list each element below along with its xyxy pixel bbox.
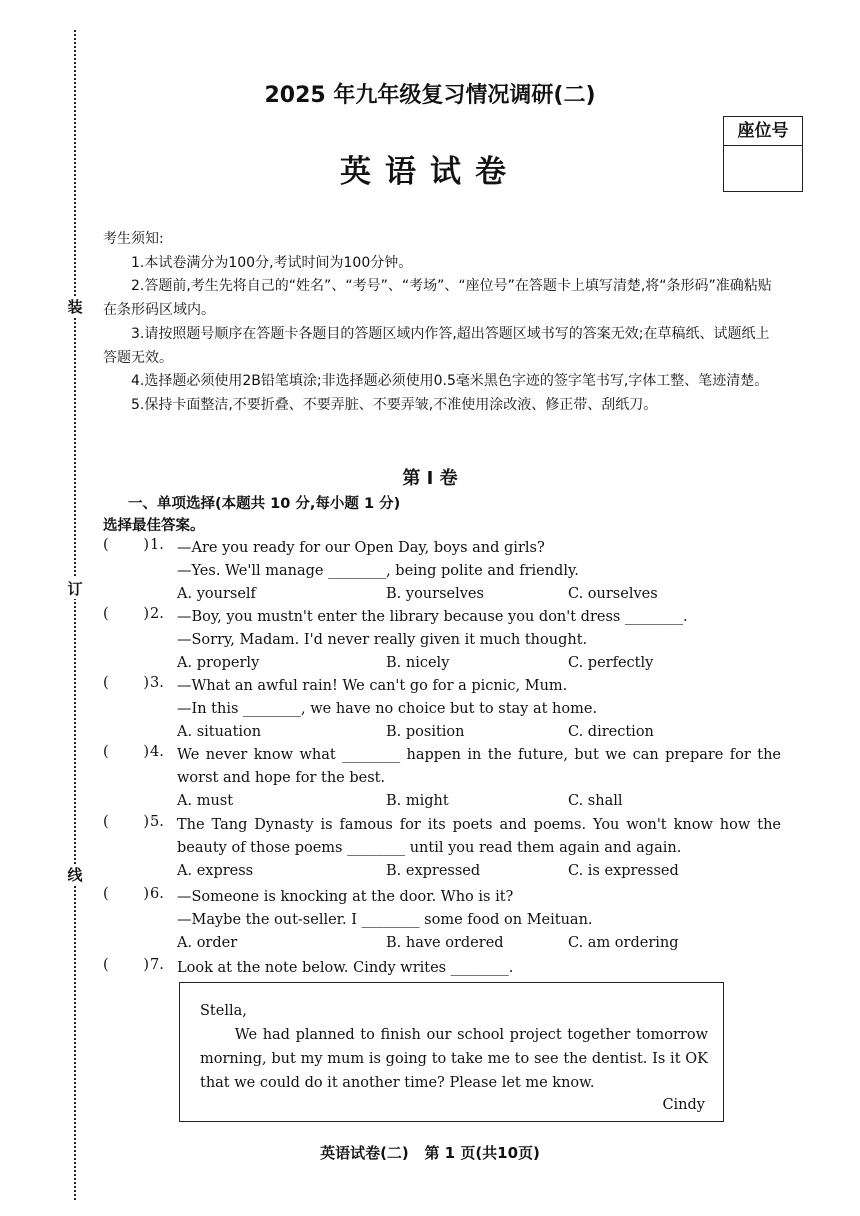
question-line: Look at the note below. Cindy writes ________. — [177, 960, 514, 976]
note-box — [179, 982, 724, 1122]
question-body — [177, 744, 781, 813]
answer-bracket[interactable]: ( ) — [103, 957, 149, 973]
question-line: —In this ________, we have no choice but to stay at home. — [177, 701, 598, 717]
answer-options — [177, 790, 781, 813]
question-body — [177, 675, 781, 744]
answer-options — [177, 860, 781, 883]
option-b: B. nicely — [386, 655, 450, 671]
answer-options — [177, 583, 781, 606]
answer-options — [177, 652, 781, 675]
option-c: C. am ordering — [568, 935, 679, 951]
option-c: C. ourselves — [568, 586, 658, 602]
note-signature: Cindy — [662, 1097, 705, 1113]
notice-heading: 考生须知: — [103, 231, 164, 247]
option-a: A. must — [177, 793, 234, 809]
seat-number-label: 座位号 — [724, 117, 802, 146]
notice-item: 4.选择题必须使用2B铅笔填涂;非选择题必须使用0.5毫米黑色字迹的签字笔书写,字体工整、笔迹清楚。 — [131, 373, 769, 390]
option-a: A. express — [177, 863, 254, 879]
question-line: —Yes. We'll manage ________, being polite and friendly. — [177, 563, 579, 579]
question-line: —Are you ready for our Open Day, boys and girls? — [177, 540, 545, 556]
notice-item: 1.本试卷满分为100分,考试时间为100分钟。 — [131, 254, 413, 271]
question-number: 1. — [150, 537, 164, 553]
option-b: B. expressed — [386, 863, 481, 879]
option-c: C. is expressed — [568, 863, 679, 879]
section-title: 一、单项选择(本题共 10 分,每小题 1 分) — [128, 496, 401, 512]
question-number: 2. — [150, 606, 164, 622]
notice-item: 3.请按照题号顺序在答题卡各题目的答题区域内作答,超出答题区域书写的答案无效;在草稿纸、试题纸上答题无效。 — [103, 325, 770, 366]
question-line: —Someone is knocking at the door. Who is it? — [177, 889, 514, 905]
notice-item: 5.保持卡面整洁,不要折叠、不要弄脏、不要弄皱,不准使用涂改液、修正带、刮纸刀。 — [131, 396, 658, 413]
question-body — [177, 814, 781, 883]
exam-title: 2025 年九年级复习情况调研(二) — [264, 83, 596, 108]
option-b: B. position — [386, 724, 465, 740]
option-a: A. situation — [177, 724, 262, 740]
page-footer: 英语试卷(二) 第 1 页(共10页) — [320, 1144, 540, 1162]
option-a: A. order — [177, 935, 238, 951]
margin-char-xian: 线 — [67, 866, 83, 884]
question-line: The Tang Dynasty is famous for its poets and poems. You won't know how the beauty of those poems ________ until you read them again and again. — [177, 817, 781, 856]
question-body — [177, 886, 781, 955]
question-line: —Sorry, Madam. I'd never really given it much thought. — [177, 632, 588, 648]
option-c: C. perfectly — [568, 655, 654, 671]
answer-bracket[interactable]: ( ) — [103, 814, 149, 830]
part-title: 第 I 卷 — [402, 468, 458, 489]
question-line: —What an awful rain! We can't go for a picnic, Mum. — [177, 678, 568, 694]
notice-item: 2.答题前,考生先将自己的“姓名”、“考号”、“考场”、“座位号”在答题卡上填写清楚,将“条形码”准确粘贴在条形码区域内。 — [103, 278, 772, 319]
option-c: C. shall — [568, 793, 623, 809]
answer-bracket[interactable]: ( ) — [103, 744, 149, 760]
question-line: We never know what ________ happen in the future, but we can prepare for the worst and hope for the best. — [177, 747, 781, 786]
margin-char-zhuang: 装 — [67, 298, 83, 316]
question-number: 7. — [150, 957, 164, 973]
subject-title: 英语试卷 — [340, 154, 520, 190]
question-number: 3. — [150, 675, 164, 691]
option-c: C. direction — [568, 724, 654, 740]
option-b: B. have ordered — [386, 935, 504, 951]
answer-bracket[interactable]: ( ) — [103, 675, 149, 691]
answer-options — [177, 932, 781, 955]
answer-options — [177, 721, 781, 744]
candidate-notice — [103, 228, 783, 418]
question-line: —Maybe the out-seller. I ________ some food on Meituan. — [177, 912, 593, 928]
question-body — [177, 957, 781, 980]
question-line: —Boy, you mustn't enter the library because you don't dress ________. — [177, 609, 688, 625]
question-body — [177, 537, 781, 606]
question-body — [177, 606, 781, 675]
note-greeting: Stella, — [200, 1003, 247, 1019]
answer-bracket[interactable]: ( ) — [103, 606, 149, 622]
answer-bracket[interactable]: ( ) — [103, 537, 149, 553]
margin-char-ding: 订 — [67, 580, 83, 598]
question-number: 5. — [150, 814, 164, 830]
seat-number-box — [723, 116, 803, 192]
section-instruction: 选择最佳答案。 — [103, 518, 205, 534]
option-a: A. yourself — [177, 586, 256, 602]
question-number: 6. — [150, 886, 164, 902]
binding-dotted-line — [74, 30, 76, 1200]
question-number: 4. — [150, 744, 164, 760]
option-b: B. yourselves — [386, 586, 484, 602]
note-body: We had planned to finish our school project together tomorrow morning, but my mum is going to take me to see the dentist. Is it OK that we could do it another time? Please let me know. — [200, 1027, 708, 1091]
option-b: B. might — [386, 793, 449, 809]
answer-bracket[interactable]: ( ) — [103, 886, 149, 902]
option-a: A. properly — [177, 655, 260, 671]
